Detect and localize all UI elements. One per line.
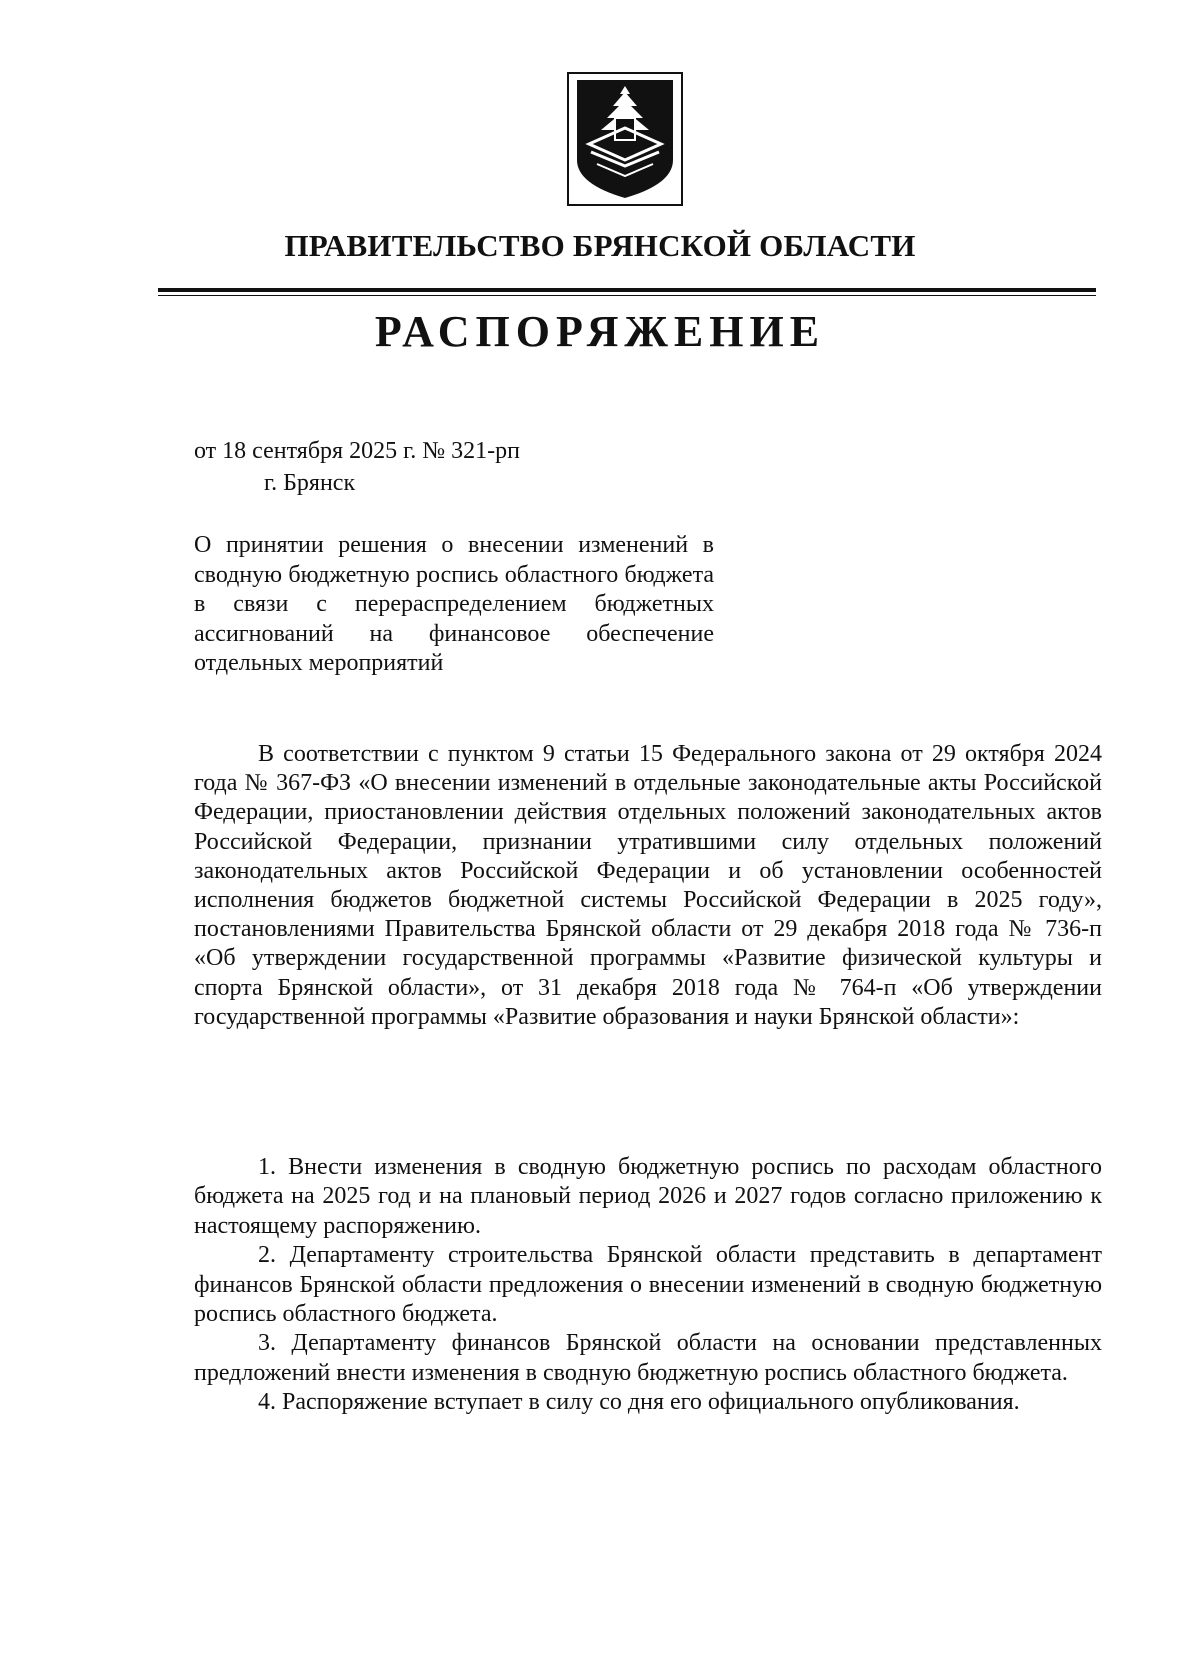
resolution-item: 1. Внести изменения в сводную бюджетную роспись по расходам областного бюджета на 2025 год и на плановый период 2026 и 2027 годов согласно приложению к настоящему распоряжению. bbox=[194, 1154, 1102, 1239]
authority-name: ПРАВИТЕЛЬСТВО БРЯНСКОЙ ОБЛАСТИ bbox=[284, 228, 916, 263]
bryansk-coat-of-arms-icon bbox=[567, 72, 683, 206]
header-divider-thick bbox=[158, 288, 1096, 292]
document-type-title: РАСПОРЯЖЕНИЕ bbox=[374, 307, 826, 356]
preamble-paragraph: В соответствии с пунктом 9 статьи 15 Федерального закона от 29 октября 2024 года № 367-ФЗ «О внесении изменений в отдельные законодательные акты Российской Федерации, приостановлении действия отдельных положений законодательных актов Российской Федерации, признании утратившими силу отдельных положений законодательных актов Российской Федерации и об установлении особенностей исполнения бюджетов бюджетной системы Российской Федерации в 2025 году», постановлениями Правительства Брянской области от 29 декабря 2018 года № 736-п «Об утверждении государственной программы «Развитие физической культуры и спорта Брянской области», от 31 декабря 2018 года № 764-п «Об утверждении государственной программы «Развитие образования и науки Брянской области»: bbox=[194, 741, 1102, 1030]
resolution-items bbox=[194, 1153, 1102, 1418]
document-subject: О принятии решения о внесении изменений в сводную бюджетную роспись областного бюджета в связи с перераспределением бюджетных ассигнований на финансовое обеспечение отдельных мероприятий bbox=[194, 532, 714, 676]
resolution-item: 2. Департаменту строительства Брянской области представить в департамент финансов Брянской области предложения о внесении изменений в сводную бюджетную роспись областного бюджета. bbox=[194, 1242, 1102, 1328]
date-number-line: от 18 сентября 2025 г. № 321-рп bbox=[194, 438, 520, 464]
resolution-item: 4. Распоряжение вступает в силу со дня его официального опубликования. bbox=[258, 1389, 1020, 1416]
resolution-item: 3. Департаменту финансов Брянской области на основании представленных предложений внести изменения в сводную бюджетную роспись областного бюджета. bbox=[194, 1330, 1102, 1386]
header-divider-thin bbox=[158, 295, 1096, 296]
city-line: г. Брянск bbox=[264, 470, 356, 496]
